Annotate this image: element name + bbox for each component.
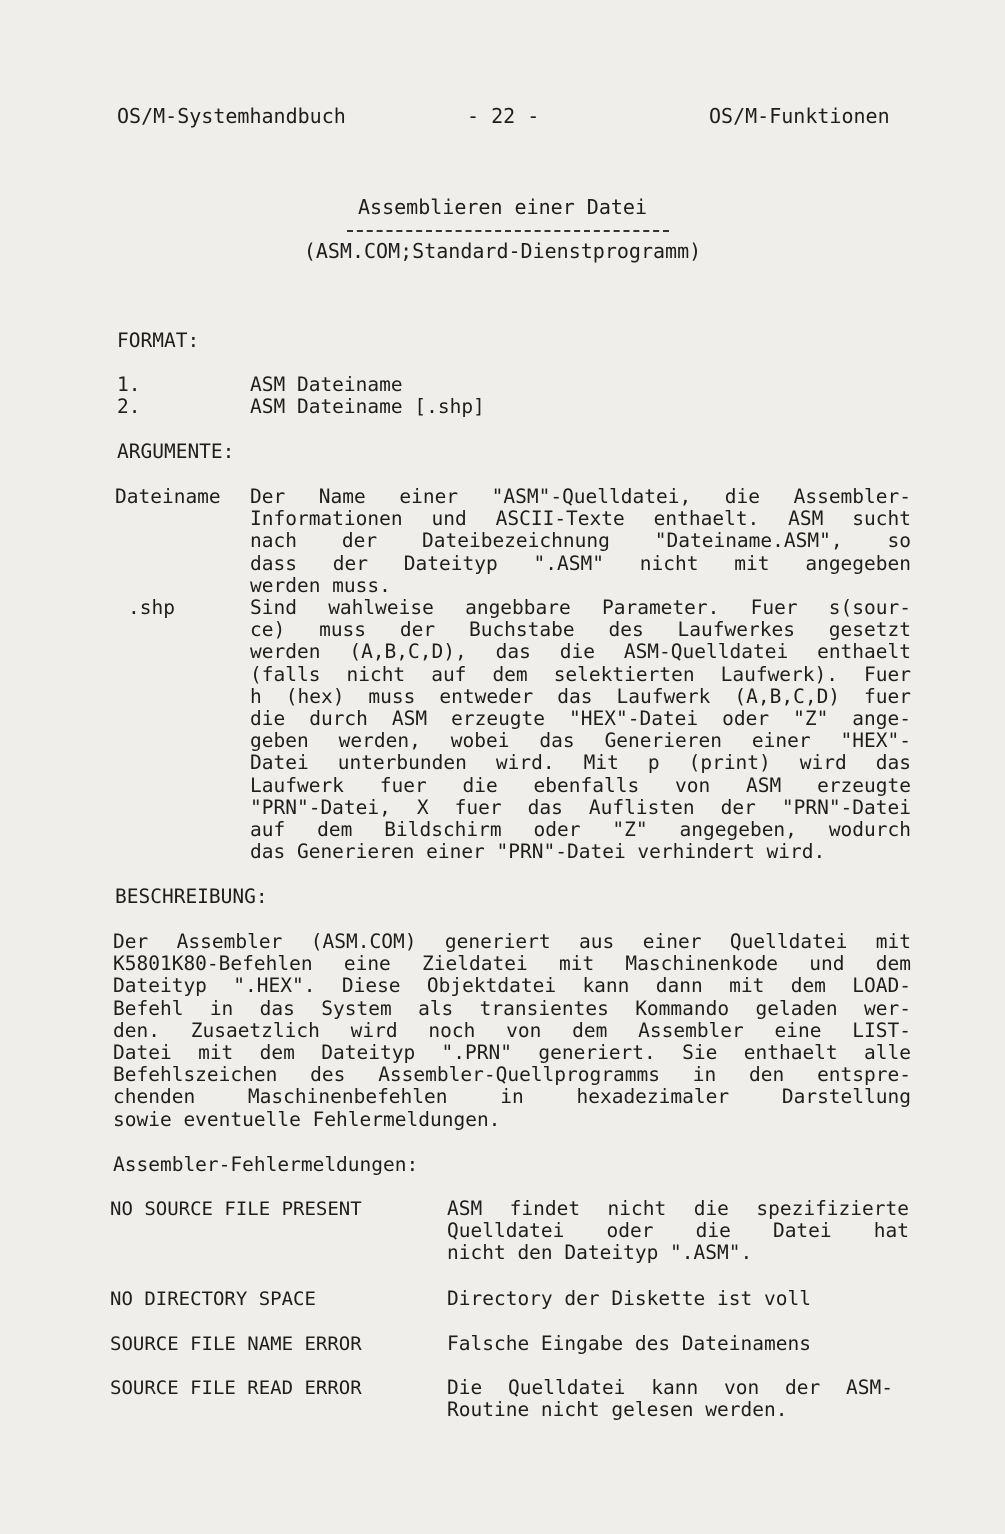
document-title: Assemblieren einer Datei <box>358 195 647 219</box>
argument-term: Dateiname <box>115 485 221 508</box>
text-line: Datei unterbunden wird. Mit p (print) wird das <box>250 751 911 775</box>
format-heading: FORMAT: <box>117 329 200 352</box>
text-line: Informationen und ASCII-Texte enthaelt. ASM sucht <box>250 507 911 531</box>
text-line: Befehl in das System als transientes Kommando geladen wer- <box>113 996 911 1020</box>
text-line: nach der Dateibezeichnung "Dateiname.ASM", so <box>250 529 911 553</box>
text-line: Die Quelldatei kann von der ASM- <box>447 1376 893 1399</box>
text-line: Laufwerk fuer die ebenfalls von ASM erzeugte <box>250 773 911 797</box>
argument-description <box>250 597 911 863</box>
error-code: NO SOURCE FILE PRESENT <box>110 1198 362 1220</box>
description-paragraph <box>113 931 911 1131</box>
text-line: Directory der Diskette ist voll <box>447 1287 811 1310</box>
text-line: das Generieren einer "PRN"-Datei verhindert wird. <box>250 840 826 864</box>
text-line: Dateityp ".HEX". Diese Objektdatei kann dann mit dem LOAD- <box>113 974 911 998</box>
text-line: ASM findet nicht die spezifizierte <box>447 1197 909 1220</box>
format-item-number: 1. <box>117 373 141 396</box>
text-line: auf dem Bildschirm oder "Z" angegeben, wodurch <box>250 818 911 842</box>
text-line: sowie eventuelle Fehlermeldungen. <box>113 1107 501 1131</box>
error-description <box>447 1288 909 1310</box>
text-line: chenden Maschinenbefehlen in hexadezimaler Darstellung <box>113 1085 911 1109</box>
text-line: werden (A,B,C,D), das die ASM-Quelldatei enthaelt <box>250 640 911 664</box>
text-line: die durch ASM erzeugte "HEX"-Datei oder "Z" ange- <box>250 707 911 731</box>
text-line: Falsche Eingabe des Dateinamens <box>447 1332 811 1355</box>
text-line: K5801K80-Befehlen eine Zieldatei mit Maschinenkode und dem <box>113 952 911 976</box>
text-line: dass der Dateityp ".ASM" nicht mit angegeben <box>250 551 911 575</box>
text-line: nicht den Dateityp ".ASM". <box>447 1241 753 1265</box>
header-left: OS/M-Systemhandbuch <box>117 104 346 128</box>
document-subtitle: (ASM.COM;Standard-Dienstprogramm) <box>303 239 702 263</box>
text-line: ce) muss der Buchstabe des Laufwerkes gesetzt <box>250 618 911 642</box>
error-code: SOURCE FILE NAME ERROR <box>110 1333 362 1355</box>
error-code: SOURCE FILE READ ERROR <box>110 1377 362 1399</box>
text-line: geben werden, wobei das Generieren einer "HEX"- <box>250 729 911 753</box>
header-right: OS/M-Funktionen <box>709 104 890 128</box>
error-description <box>447 1198 909 1265</box>
title-underline <box>347 230 669 232</box>
text-line: Sind wahlweise angebbare Parameter. Fuer s(sour- <box>250 596 911 619</box>
text-line: Quelldatei oder die Datei hat <box>447 1219 909 1243</box>
text-line: Datei mit dem Dateityp ".PRN" generiert. Sie enthaelt alle <box>113 1041 911 1065</box>
error-description <box>447 1377 893 1421</box>
text-line: Der Assembler (ASM.COM) generiert aus einer Quelldatei mit <box>113 930 911 953</box>
text-line: h (hex) muss entweder das Laufwerk (A,B,C,D) fuer <box>250 684 911 708</box>
text-line: Der Name einer "ASM"-Quelldatei, die Assembler- <box>250 485 911 508</box>
format-item-text: ASM Dateiname <box>250 373 403 396</box>
text-line: Routine nicht gelesen werden. <box>447 1398 788 1422</box>
argument-description <box>250 486 911 597</box>
error-description <box>447 1333 909 1355</box>
format-item-text: ASM Dateiname [.shp] <box>250 395 485 418</box>
text-line: "PRN"-Datei, X fuer das Auflisten der "PRN"-Datei <box>250 795 911 819</box>
text-line: den. Zusaetzlich wird noch von dem Assembler eine LIST- <box>113 1018 911 1042</box>
error-code: NO DIRECTORY SPACE <box>110 1288 316 1310</box>
format-item-number: 2. <box>117 395 141 418</box>
text-line: (falls nicht auf dem selektierten Laufwerk). Fuer <box>250 662 911 686</box>
argument-term: .shp <box>128 596 175 619</box>
text-line: werden muss. <box>250 573 391 597</box>
page-number: - 22 - <box>467 104 540 128</box>
text-line: Befehlszeichen des Assembler-Quellprogramms in den entspre- <box>113 1063 911 1087</box>
description-heading: BESCHREIBUNG: <box>115 885 268 908</box>
errors-heading: Assembler-Fehlermeldungen: <box>113 1153 419 1176</box>
arguments-heading: ARGUMENTE: <box>117 440 235 463</box>
